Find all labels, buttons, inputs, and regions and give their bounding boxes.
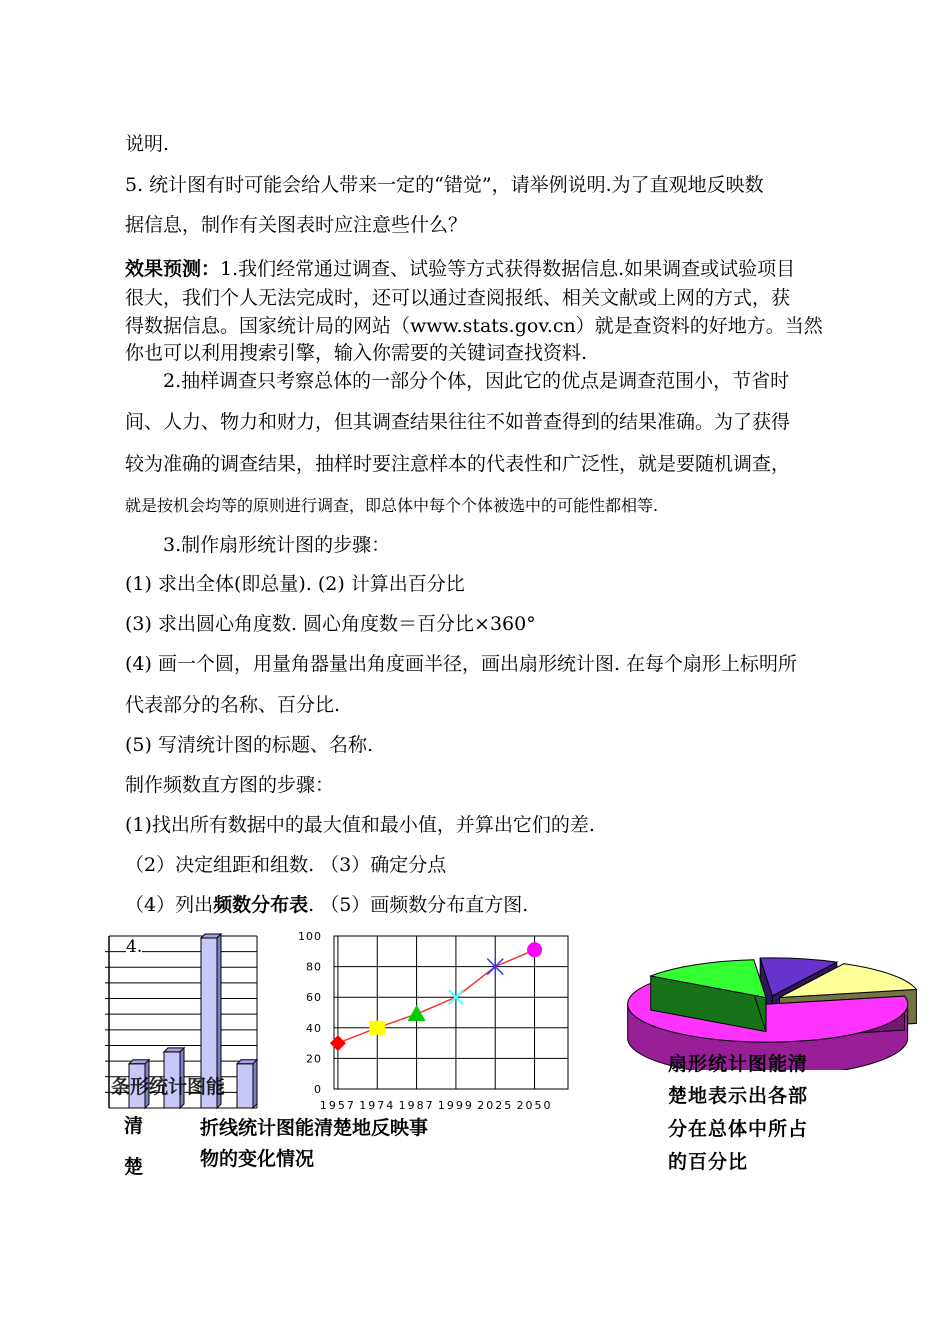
histogram-step-2-3: （2）决定组距和组数. （3）确定分点 (125, 854, 447, 876)
line-x-tick-label: 2025 (477, 1099, 514, 1112)
line-point-triangle (408, 1005, 426, 1021)
effect-prediction-line-2: 很大，我们个人无法完成时，还可以通过查阅报纸、相关文献或上网的方式，获 (125, 287, 791, 309)
effect-prediction-line-3: 得数据信息。国家统计局的网站（www.stats.gov.cn）就是查资料的好地方。当然 (125, 315, 823, 337)
line-y-tick-label: 40 (306, 1021, 322, 1035)
line-x-tick-label: 1987 (398, 1099, 435, 1112)
bar (237, 1064, 253, 1108)
line-x-tick-label: 1974 (359, 1099, 396, 1112)
pie-step-3: (3) 求出圆心角度数. 圆心角度数＝百分比×360° (125, 613, 536, 635)
point-2-line-3: 较为准确的调查结果，抽样时要注意样本的代表性和广泛性，就是要随机调查， (125, 453, 791, 475)
question-5-line-2: 据信息，制作有关图表时应注意些什么？ (125, 214, 468, 236)
line-y-tick-label: 100 (298, 930, 322, 943)
question-5-line-1: 5. 统计图有时可能会给人带来一定的“错觉”，请举例说明.为了直观地反映数 (125, 174, 764, 196)
point-2-line-2: 间、人力、物力和财力，但其调查结果往往不如普查得到的结果准确。为了获得 (125, 411, 791, 433)
line-x-tick-label: 1999 (437, 1099, 474, 1112)
line-y-tick-label: 80 (306, 960, 322, 974)
effect-prediction-line-1 (125, 257, 795, 281)
bar-caption-overlay: 条形统计图能 (111, 1076, 226, 1098)
bar-caption-line-2: 清 (124, 1115, 144, 1137)
pie-step-4-line-1: (4) 画一个圆，用量角器量出角度画半径，画出扇形统计图. 在每个扇形上标明所 (125, 653, 798, 675)
bar-side-face (253, 1060, 257, 1108)
bar-caption-line-3: 楚 (124, 1156, 144, 1178)
point-2-line-1: 2.抽样调查只考察总体的一部分个体，因此它的优点是调查范围小，节省时 (163, 370, 790, 392)
point-2-line-4: 就是按机会均等的原则进行调查，即总体中每个个体被选中的可能性都相等. (125, 496, 659, 515)
line-series (338, 950, 535, 1043)
line-point-diamond (330, 1035, 346, 1051)
line-caption-line-2: 物的变化情况 (200, 1148, 315, 1170)
histogram-heading: 制作频数直方图的步骤： (125, 774, 335, 796)
histogram-step-1: (1)找出所有数据中的最大值和最小值，并算出它们的差. (125, 814, 595, 836)
pie-step-5: (5) 写清统计图的标题、名称. (125, 734, 373, 756)
pie-step-1-2: (1) 求出全体(即总量). (2) 计算出百分比 (125, 573, 465, 595)
effect-prediction-line-4: 你也可以利用搜索引擎，输入你需要的关键词查找资料. (125, 342, 588, 364)
frequency-table-term: 频数分布表 (213, 894, 309, 916)
pie-caption-line-4: 的百分比 (668, 1151, 749, 1173)
line-caption-line-1: 折线统计图能清楚地反映事 (200, 1117, 429, 1139)
line-x-tick-label: 2050 (516, 1099, 553, 1112)
histogram-step-4-5 (125, 893, 528, 917)
line-y-tick-label: 60 (306, 991, 322, 1005)
histogram-step-4-prefix: （4）列出 (125, 894, 214, 916)
line-y-tick-label: 0 (314, 1083, 322, 1096)
pie-caption-line-2: 楚地表示出各部 (668, 1085, 809, 1107)
pie-step-4-line-2: 代表部分的名称、百分比. (125, 694, 341, 716)
line-chart (290, 925, 580, 1120)
text-line-1: 说明. (125, 133, 170, 155)
line-point-circle (527, 942, 542, 957)
line-plot-frame (334, 936, 568, 1089)
bar-figure-label: 4. (126, 937, 143, 957)
effect-prediction-text: 1.我们经常通过调查、试验等方式获得数据信息.如果调查或试验项目 (220, 258, 796, 280)
line-x-tick-label: 1957 (319, 1099, 356, 1112)
pie-caption-line-3: 分在总体中所占 (668, 1118, 809, 1140)
point-3-heading: 3.制作扇形统计图的步骤： (163, 534, 391, 556)
effect-prediction-label: 效果预测： (125, 258, 221, 280)
histogram-step-4-suffix: . （5）画频数分布直方图. (308, 894, 529, 916)
line-y-tick-label: 20 (306, 1052, 322, 1066)
line-point-square (369, 1021, 385, 1035)
pie-caption-line-1: 扇形统计图能清 (668, 1053, 809, 1075)
